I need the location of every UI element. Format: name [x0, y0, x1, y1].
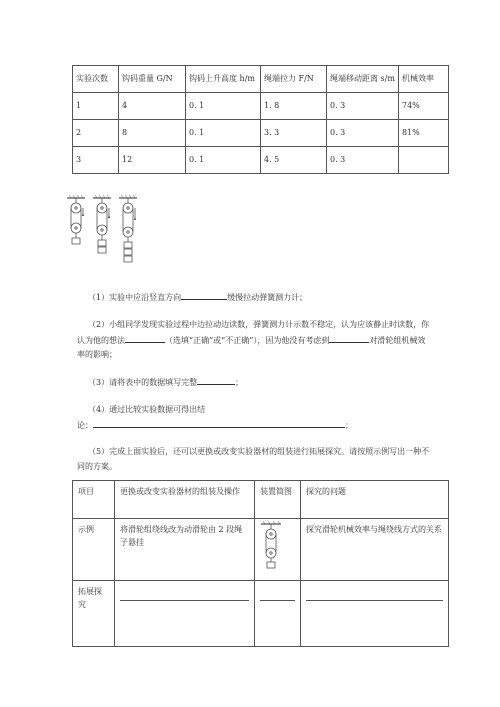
- answer-blank[interactable]: [125, 333, 165, 343]
- header-cell: 机械效率: [399, 66, 449, 93]
- header-cell: 更换或改变实验器材的组装及操作: [115, 481, 255, 519]
- question-text: 对滑轮组机械效: [369, 336, 426, 345]
- question-text: 缓慢拉动弹簧测力计；: [227, 293, 308, 302]
- table-cell: 74%: [399, 93, 449, 120]
- table-cell: 0. 1: [186, 93, 261, 120]
- table-cell: 81%: [399, 120, 449, 147]
- question-4-line-2: [77, 418, 353, 433]
- header-cell: 绳端拉力 F/N: [261, 66, 327, 93]
- question-5-line-2: [77, 460, 117, 474]
- answer-line[interactable]: [260, 599, 295, 601]
- example-operation: 将滑轮组绕线改为动滑轮由 2 段绳子悬挂: [115, 519, 255, 581]
- answer-blank[interactable]: [181, 290, 227, 300]
- header-cell: 钩码上升高度 h/m: [186, 66, 261, 93]
- header-cell: 钩码重量 G/N: [119, 66, 186, 93]
- table-cell: 0. 3: [327, 147, 399, 174]
- table-cell: 12: [119, 147, 186, 174]
- table-cell: 0. 3: [327, 93, 399, 120]
- question-answer-cell[interactable]: [301, 581, 449, 647]
- table-header-row: [73, 481, 449, 519]
- question-text: （4）通过比较实验数据可得出结: [88, 405, 206, 414]
- table-cell: 8: [119, 120, 186, 147]
- example-diagram-cell: [255, 519, 301, 581]
- efficiency-blank-cell[interactable]: [399, 147, 449, 174]
- table-cell: 0. 1: [186, 147, 261, 174]
- extension-row: [73, 581, 449, 647]
- question-text: ；: [235, 378, 244, 387]
- table-cell: 3: [73, 147, 119, 174]
- operation-answer-cell[interactable]: [115, 581, 255, 647]
- question-text: 论：: [77, 421, 93, 430]
- question-3: [88, 375, 243, 390]
- question-text: （3）请将表中的数据填写完整: [88, 378, 198, 387]
- table-header-row: [73, 66, 449, 93]
- header-cell: 装置简图: [255, 481, 301, 519]
- question-text: （选填“正确”或“不正确”），因为他没有考虑到: [165, 336, 330, 345]
- experiment-data-table: [72, 65, 449, 174]
- answer-blank[interactable]: [93, 418, 345, 428]
- question-text: 认为他的想法: [77, 336, 125, 345]
- question-text: 同的方案。: [77, 462, 117, 471]
- pulley-diagrams: [63, 194, 143, 274]
- question-text: 率的影响；: [77, 350, 117, 359]
- question-text: （1）实验中应沿竖直方向: [88, 293, 182, 302]
- table-row: [73, 120, 449, 147]
- row-label: 示例: [73, 519, 115, 581]
- table-cell: 4. 5: [261, 147, 327, 174]
- header-cell: 探究的问题: [301, 481, 449, 519]
- table-cell: 1: [73, 93, 119, 120]
- header-cell: 绳端移动距离 s/m: [327, 66, 399, 93]
- answer-line[interactable]: [120, 599, 249, 601]
- table-row: [73, 147, 449, 174]
- pulley-diagram: [259, 521, 283, 573]
- extension-table: [72, 480, 449, 647]
- table-row: [73, 93, 449, 120]
- question-4-line-1: [88, 403, 205, 417]
- question-1: [88, 290, 307, 305]
- answer-blank[interactable]: [329, 333, 369, 343]
- header-cell: 项目: [73, 481, 115, 519]
- table-cell: 4: [119, 93, 186, 120]
- table-cell: 0. 1: [186, 120, 261, 147]
- row-label: 拓展探究: [73, 581, 115, 647]
- diagram-answer-cell[interactable]: [255, 581, 301, 647]
- question-2-line-3: [77, 348, 117, 362]
- answer-blank[interactable]: [197, 375, 235, 385]
- question-text: （5）完成上面实验后，还可以更换或改变实验器材的组装进行拓展探究。请按照示例写出一种不: [88, 447, 430, 456]
- header-cell: 实验次数: [73, 66, 119, 93]
- table-cell: 3. 3: [261, 120, 327, 147]
- example-row: [73, 519, 449, 581]
- example-question: 探究滑轮机械效率与绳绕线方式的关系: [301, 519, 449, 581]
- question-2-line-1: [88, 318, 429, 332]
- table-cell: 1. 8: [261, 93, 327, 120]
- question-text: ；: [345, 421, 353, 430]
- question-5-line-1: [88, 445, 429, 459]
- answer-line[interactable]: [306, 599, 443, 601]
- table-cell: 0. 3: [327, 120, 399, 147]
- question-text: （2）小组同学发现实验过程中边拉动边读数，弹簧测力计示数不稳定，认为应该静止时读数，你: [88, 320, 430, 329]
- table-cell: 2: [73, 120, 119, 147]
- question-2-line-2: [77, 333, 425, 348]
